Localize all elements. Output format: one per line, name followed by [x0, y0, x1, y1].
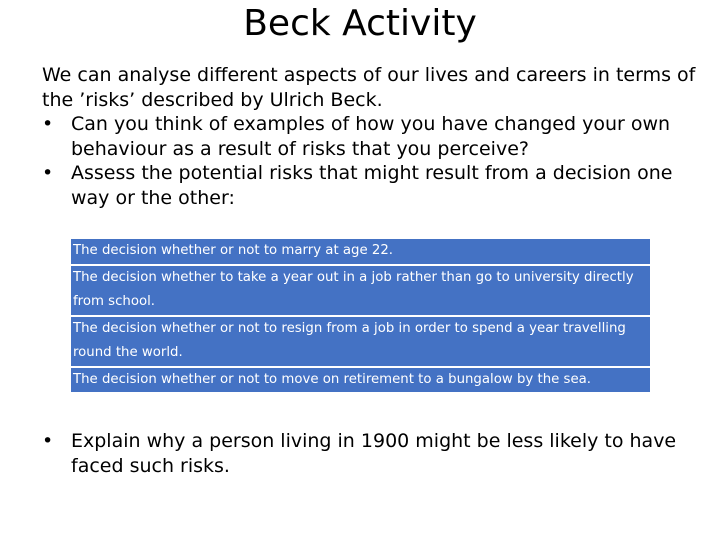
table-row — [71, 266, 650, 317]
decision-cell: The decision whether or not to resign from a job in order to spend a year travelling round the world. — [71, 317, 650, 368]
bullet-text: Explain why a person living in 1900 might be less likely to have faced such risks. — [71, 430, 677, 477]
bullet-list-bottom — [42, 429, 710, 478]
bullet-item — [42, 161, 710, 210]
bullet-item — [42, 112, 710, 161]
decision-cell: The decision whether or not to marry at age 22. — [71, 239, 650, 266]
decisions-table — [71, 239, 650, 392]
bullet-text: Assess the potential risks that might result from a decision one way or the other: — [71, 162, 673, 209]
bullet-icon: • — [42, 162, 54, 184]
bullet-icon: • — [42, 113, 54, 135]
table-row — [71, 368, 650, 393]
decision-cell: The decision whether to take a year out in a job rather than go to university directly from school. — [71, 266, 650, 317]
intro-text: We can analyse different aspects of our lives and careers in terms of the ’risks’ described by Ulrich Beck. — [42, 64, 696, 111]
table-row — [71, 239, 650, 266]
table-row — [71, 317, 650, 368]
bullet-icon: • — [42, 430, 54, 452]
bullet-list-top — [42, 112, 710, 210]
decision-cell: The decision whether or not to move on retirement to a bungalow by the sea. — [71, 368, 650, 393]
slide-title: Beck Activity — [243, 3, 477, 44]
bullet-text: Can you think of examples of how you have changed your own behaviour as a result of risks that you perceive? — [71, 113, 671, 160]
bullet-item — [42, 429, 710, 478]
